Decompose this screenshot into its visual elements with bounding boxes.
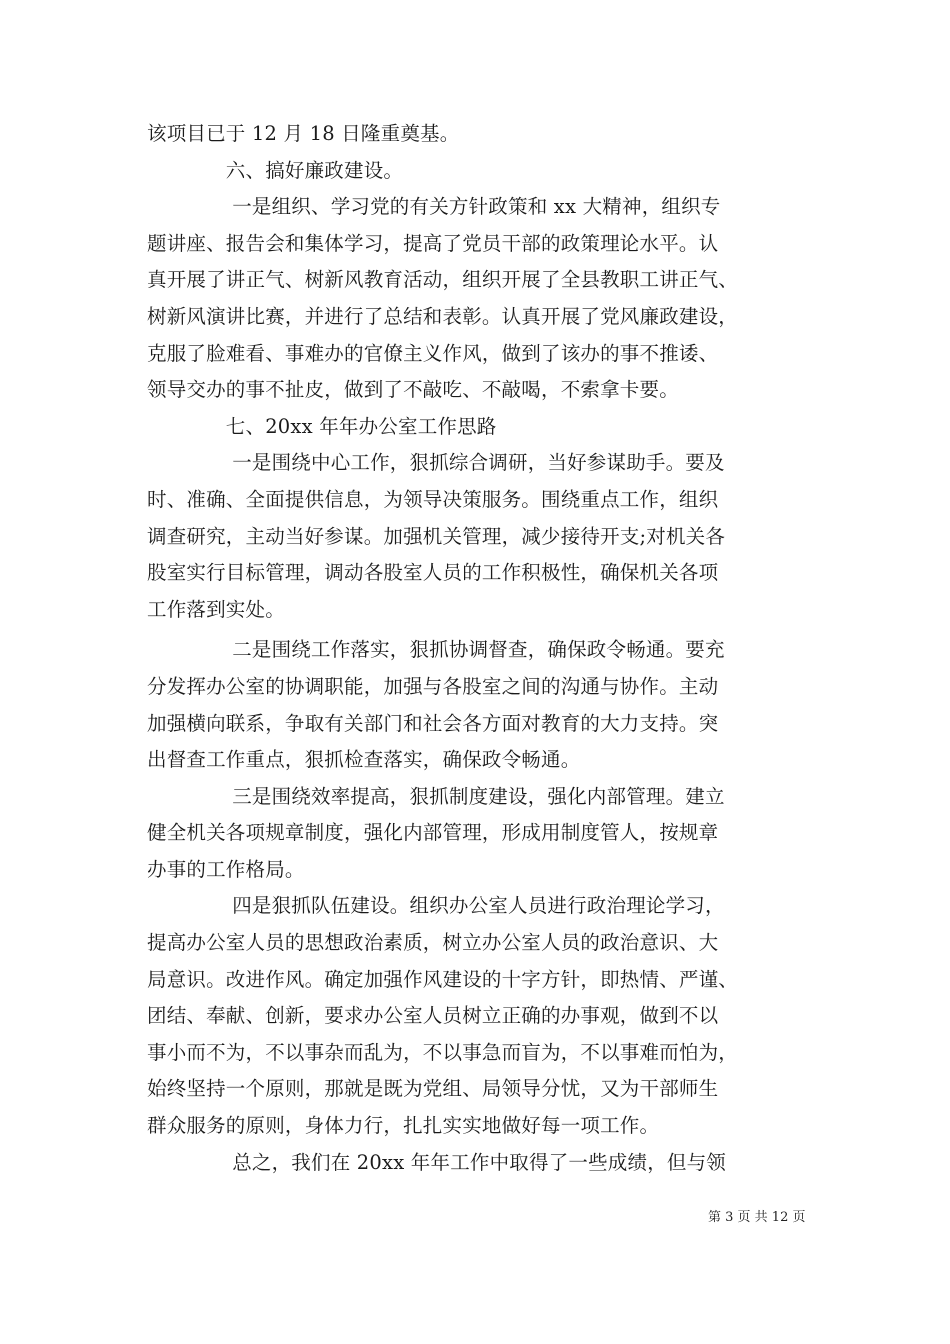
text-line: 总之，我们在 20xx 年年工作中取得了一些成绩，但与领 xyxy=(147,1150,727,1174)
text-line: 分发挥办公室的协调职能，加强与各股室之间的沟通与协作。主动 xyxy=(147,674,719,698)
text-line: 领导交办的事不扯皮，做到了不敲吃、不敲喝，不索拿卡要。 xyxy=(147,378,679,402)
text-line: 出督查工作重点，狠抓检查落实，确保政令畅通。 xyxy=(147,748,581,772)
text-line: 健全机关各项规章制度，强化内部管理，形成用制度管人，按规章 xyxy=(147,821,719,845)
text-line: 调查研究，主动当好参谋。加强机关管理，减少接待开支;对机关各 xyxy=(147,524,726,548)
text-line: 一是围绕中心工作，狠抓综合调研，当好参谋助手。要及 xyxy=(147,451,725,475)
text-line: 克服了脸难看、事难办的官僚主义作风，做到了该办的事不推诿、 xyxy=(147,341,719,365)
text-line: 三是围绕效率提高，狠抓制度建设，强化内部管理。建立 xyxy=(147,784,725,808)
text-line: 群众服务的原则，身体力行，扎扎实实地做好每一项工作。 xyxy=(147,1114,660,1138)
text-line: 团结、奉献、创新，要求办公室人员树立正确的办事观，做到不以 xyxy=(147,1004,719,1028)
section-heading-7: 七、20xx 年年办公室工作思路 xyxy=(147,414,497,438)
text-line: 股室实行目标管理，调动各股室人员的工作积极性，确保机关各项 xyxy=(147,561,719,585)
text-line: 加强横向联系，争取有关部门和社会各方面对教育的大力支持。突 xyxy=(147,711,719,735)
body-text xyxy=(147,116,837,1181)
text-line: 工作落到实处。 xyxy=(147,597,285,621)
text-line: 该项目已于 12 月 18 日隆重奠基。 xyxy=(147,122,460,145)
text-line: 提高办公室人员的思想政治素质，树立办公室人员的政治意识、大 xyxy=(147,931,719,955)
text-line: 一是组织、学习党的有关方针政策和 xx 大精神，组织专 xyxy=(147,195,721,219)
text-line: 办事的工作格局。 xyxy=(147,857,305,881)
text-line: 真开展了讲正气、树新风教育活动，组织开展了全县教职工讲正气、 xyxy=(147,268,739,292)
text-line: 四是狠抓队伍建设。组织办公室人员进行政治理论学习， xyxy=(147,894,725,918)
section-heading-6: 六、搞好廉政建设。 xyxy=(147,158,404,182)
text-line: 局意识。改进作风。确定加强作风建设的十字方针，即热情、严谨、 xyxy=(147,967,739,991)
text-line: 二是围绕工作落实，狠抓协调督查，确保政令畅通。要充 xyxy=(147,638,725,662)
text-line: 时、准确、全面提供信息，为领导决策服务。围绕重点工作，组织 xyxy=(147,487,719,511)
text-line: 题讲座、报告会和集体学习，提高了党员干部的政策理论水平。认 xyxy=(147,231,719,255)
text-line: 事小而不为，不以事杂而乱为，不以事急而盲为，不以事难而怕为， xyxy=(147,1040,739,1064)
text-line: 始终坚持一个原则，那就是既为党组、局领导分忧，又为干部师生 xyxy=(147,1077,719,1101)
page-number: 第 3 页 共 12 页 xyxy=(708,1210,806,1225)
text-line: 树新风演讲比赛，并进行了总结和表彰。认真开展了党风廉政建设， xyxy=(147,304,739,328)
